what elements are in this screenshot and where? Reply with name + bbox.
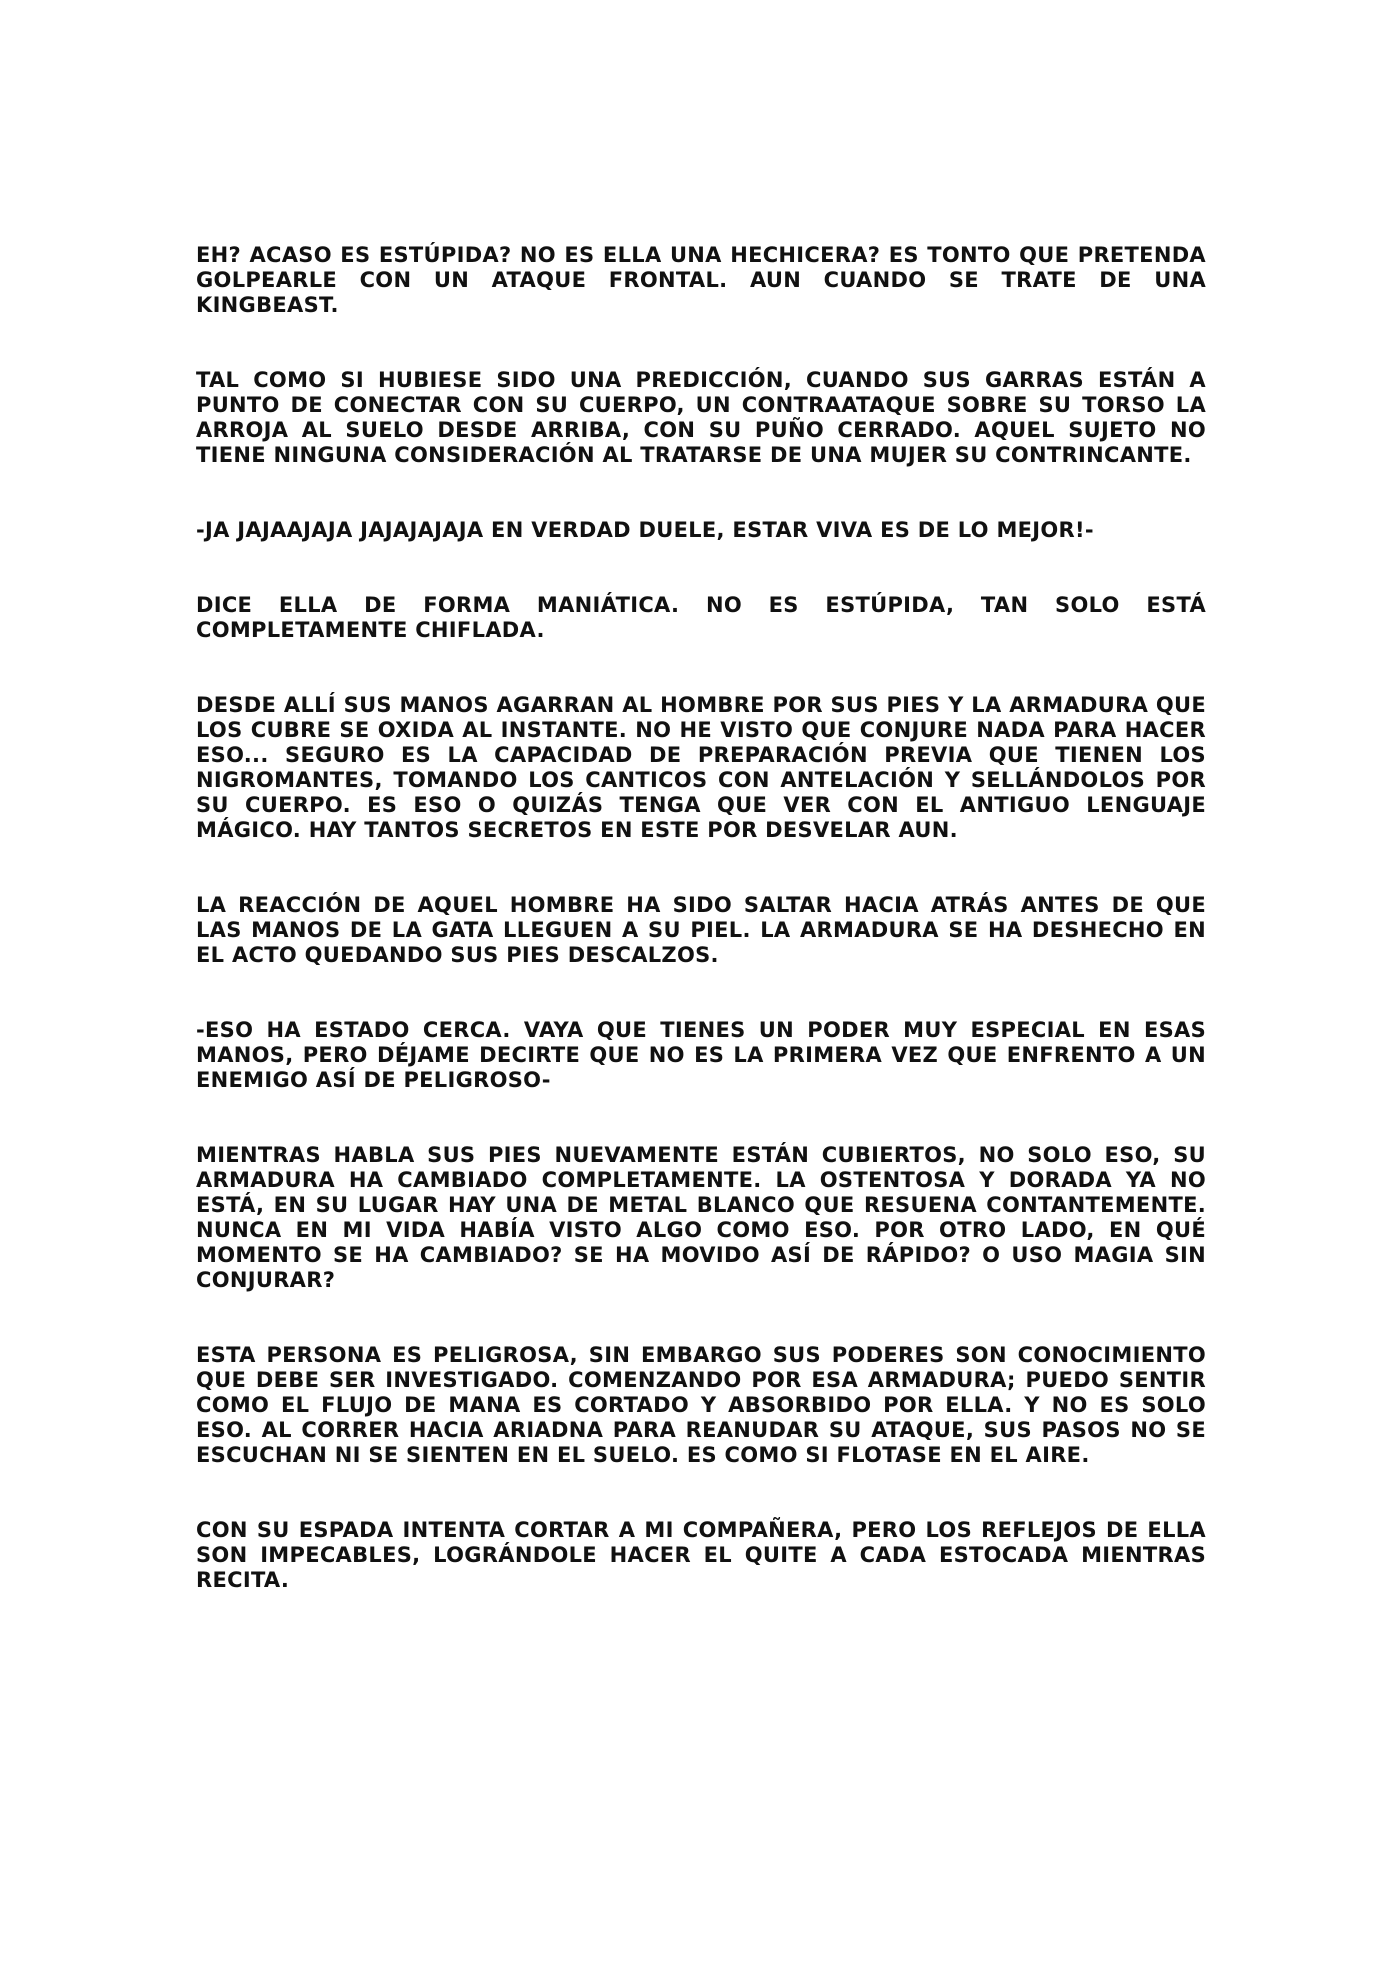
paragraph-gap — [196, 543, 1206, 593]
paragraph-5: DESDE ALLÍ SUS MANOS AGARRAN AL HOMBRE POR SUS PIES Y LA ARMADURA QUE LOS CUBRE SE OXIDA AL INSTANTE. NO HE VISTO QUE CONJURE NADA PARA HACER ESO... SEGURO ES LA CAPACIDAD DE PREPARACIÓN PREVIA QUE TIENEN LOS NIGROMANTES, TOMANDO LOS CANTICOS CON ANTELACIÓN Y SELLÁNDOLOS POR SU CUERPO. ES ESO O QUIZÁS TENGA QUE VER CON EL ANTIGUO LENGUAJE MÁGICO. HAY TANTOS SECRETOS EN ESTE POR DESVELAR AUN. — [196, 693, 1206, 842]
paragraph-gap — [196, 468, 1206, 518]
paragraph-gap — [196, 843, 1206, 893]
paragraph-gap — [196, 643, 1206, 693]
paragraph-gap — [196, 968, 1206, 1018]
paragraph-gap — [196, 1093, 1206, 1143]
paragraph-4: DICE ELLA DE FORMA MANIÁTICA. NO ES ESTÚPIDA, TAN SOLO ESTÁ COMPLETAMENTE CHIFLADA. — [196, 593, 1206, 642]
paragraph-gap — [196, 1293, 1206, 1343]
paragraph-gap — [196, 318, 1206, 368]
paragraph-6: LA REACCIÓN DE AQUEL HOMBRE HA SIDO SALTAR HACIA ATRÁS ANTES DE QUE LAS MANOS DE LA GATA LLEGUEN A SU PIEL. LA ARMADURA SE HA DESHECHO EN EL ACTO QUEDANDO SUS PIES DESCALZOS. — [196, 893, 1206, 967]
paragraph-7: -ESO HA ESTADO CERCA. VAYA QUE TIENES UN PODER MUY ESPECIAL EN ESAS MANOS, PERO DÉJAME DECIRTE QUE NO ES LA PRIMERA VEZ QUE ENFRENTO A UN ENEMIGO ASÍ DE PELIGROSO- — [196, 1018, 1206, 1092]
paragraph-8: MIENTRAS HABLA SUS PIES NUEVAMENTE ESTÁN CUBIERTOS, NO SOLO ESO, SU ARMADURA HA CAMBIADO COMPLETAMENTE. LA OSTENTOSA Y DORADA YA NO ESTÁ, EN SU LUGAR HAY UNA DE METAL BLANCO QUE RESUENA CONTANTEMENTE. NUNCA EN MI VIDA HABÍA VISTO ALGO COMO ESO. POR OTRO LADO, EN QUÉ MOMENTO SE HA CAMBIADO? SE HA MOVIDO ASÍ DE RÁPIDO? O USO MAGIA SIN CONJURAR? — [196, 1143, 1206, 1292]
paragraph-3: -JA JAJAAJAJA JAJAJAJAJA EN VERDAD DUELE, ESTAR VIVA ES DE LO MEJOR!- — [196, 518, 1094, 542]
paragraph-9: ESTA PERSONA ES PELIGROSA, SIN EMBARGO SUS PODERES SON CONOCIMIENTO QUE DEBE SER INVESTIGADO. COMENZANDO POR ESA ARMADURA; PUEDO SENTIR COMO EL FLUJO DE MANA ES CORTADO Y ABSORBIDO POR ELLA. Y NO ES SOLO ESO. AL CORRER HACIA ARIADNA PARA REANUDAR SU ATAQUE, SUS PASOS NO SE ESCUCHAN NI SE SIENTEN EN EL SUELO. ES COMO SI FLOTASE EN EL AIRE. — [196, 1343, 1206, 1467]
paragraph-2: TAL COMO SI HUBIESE SIDO UNA PREDICCIÓN, CUANDO SUS GARRAS ESTÁN A PUNTO DE CONECTAR CON SU CUERPO, UN CONTRAATAQUE SOBRE SU TORSO LA ARROJA AL SUELO DESDE ARRIBA, CON SU PUÑO CERRADO. AQUEL SUJETO NO TIENE NINGUNA CONSIDERACIÓN AL TRATARSE DE UNA MUJER SU CONTRINCANTE. — [196, 368, 1206, 467]
paragraph-gap — [196, 1468, 1206, 1518]
paragraph-1: EH? ACASO ES ESTÚPIDA? NO ES ELLA UNA HECHICERA? ES TONTO QUE PRETENDA GOLPEARLE CON UN ATAQUE FRONTAL. AUN CUANDO SE TRATE DE UNA KINGBEAST. — [196, 243, 1206, 317]
text-column — [196, 243, 1206, 1593]
paragraph-10: CON SU ESPADA INTENTA CORTAR A MI COMPAÑERA, PERO LOS REFLEJOS DE ELLA SON IMPECABLES, LOGRÁNDOLE HACER EL QUITE A CADA ESTOCADA MIENTRAS RECITA. — [196, 1518, 1206, 1592]
